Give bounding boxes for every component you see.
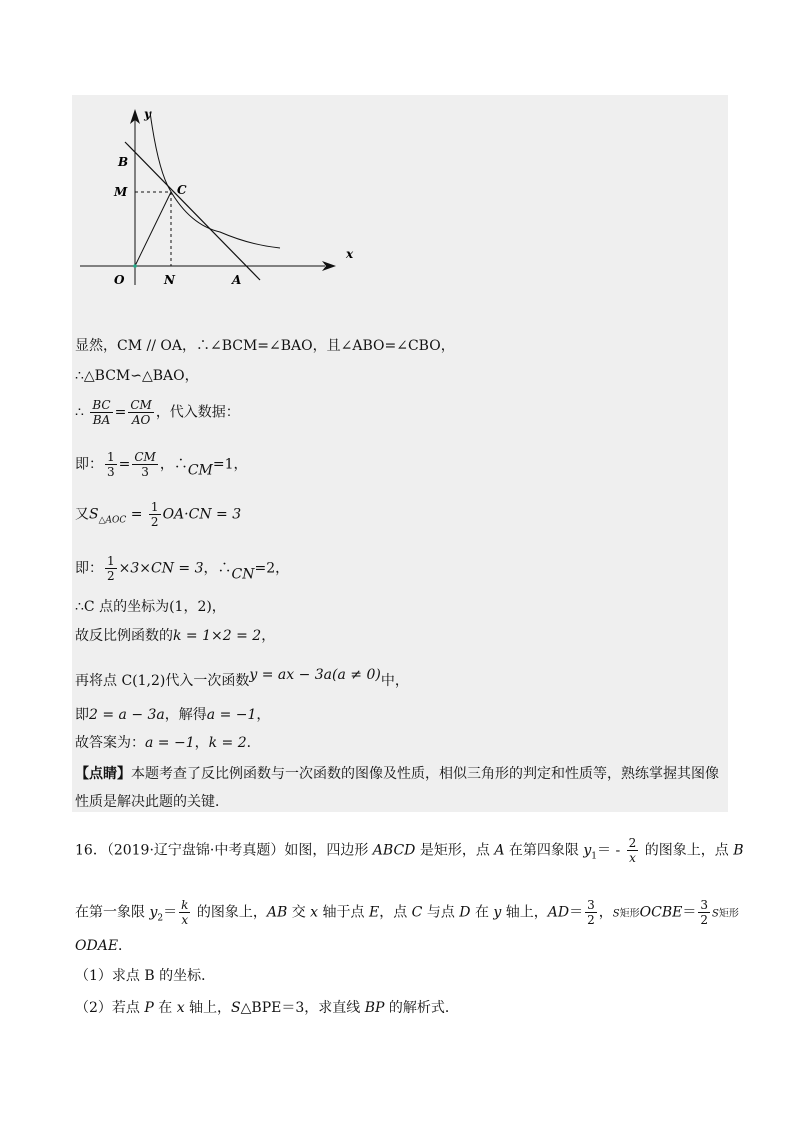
solution-line-10: 即2 = a − 3a，解得a = −1， xyxy=(75,707,271,723)
segment-oc xyxy=(135,192,171,266)
solution-line-4: 即： $\frac{1}{3}$ = $\frac{CM}{3}$ ，∴CM=1， xyxy=(75,450,248,479)
hyperbola-curve xyxy=(150,112,280,248)
fraction-bc-ba: $\frac{BC}{BA}$ xyxy=(92,398,111,427)
fraction-cm-ao: $\frac{CM}{AO}$ xyxy=(130,398,152,427)
question-16-line-2: 在第一象限 $y_2=$ $\frac{k}{x}$ 的图象上，AB 交 x 轴于点 E，点 C 与点 D 在 y 轴上，AD＝ $\frac{3}{2}$ ，S矩形OCBE＝ $\frac{3}{2}$ S矩形 xyxy=(75,898,739,927)
question-16-part-1: （1）求点 B 的坐标． xyxy=(75,968,216,984)
note-line-2: 性质是解决此题的关键． xyxy=(75,794,229,810)
origin-point xyxy=(133,264,137,268)
fraction-k-x: $\frac{k}{x}$ xyxy=(181,898,189,927)
fraction-2-x: $\frac{2}{x}$ xyxy=(628,836,637,865)
solution-line-11: 故答案为：a = −1，k = 2． xyxy=(75,735,261,751)
function-graph-figure xyxy=(80,100,380,300)
question-16-line-3: ODAE． xyxy=(75,938,133,954)
label-o: O xyxy=(114,273,125,287)
fraction-cm-3: $\frac{CM}{3}$ xyxy=(134,450,156,479)
solution-line-2: ∴△BCM∽△BAO， xyxy=(75,368,199,384)
label-a: A xyxy=(232,273,242,287)
solution-line-1: 显然，CM // OA，∴∠BCM=∠BAO，且∠ABO=∠CBO， xyxy=(75,338,455,354)
label-y: y xyxy=(144,107,151,121)
label-m: M xyxy=(114,185,128,199)
solution-line-9: 再将点 C(1,2)代入一次函数y = ax − 3a(a ≠ 0)中， xyxy=(75,667,409,689)
solution-line-5: 又$S_{\triangle AOC}$ = $\frac{1}{2}$ OA·CN = 3 xyxy=(75,500,242,529)
question-16-part-2: （2）若点 P 在 x 轴上，S△BPE＝3，求直线 BP 的解析式． xyxy=(75,1000,459,1016)
solution-line-3: ∴ $\frac{BC}{BA}$ = $\frac{CM}{AO}$ ，代入数据： xyxy=(75,398,240,427)
fraction-3-2-b: $\frac{3}{2}$ xyxy=(700,898,708,927)
fraction-1-3: $\frac{1}{3}$ xyxy=(107,450,115,479)
line-bca xyxy=(125,142,260,280)
solution-line-7: ∴C 点的坐标为(1，2)， xyxy=(75,599,226,615)
label-b: B xyxy=(118,155,129,169)
label-x: x xyxy=(346,247,354,261)
question-16-line-1: 16．（2019·辽宁盘锦·中考真题）如图，四边形 ABCD 是矩形，点 A 在第四象限 $y_1=$ - $\frac{2}{x}$ 的图象上，点 B xyxy=(75,836,744,865)
note-tag: 【点睛】 xyxy=(75,766,131,782)
fraction-3-2: $\frac{3}{2}$ xyxy=(587,898,595,927)
solution-line-8: 故反比例函数的k = 1×2 = 2， xyxy=(75,628,276,644)
note-line-1: 【点睛】本题考查了反比例函数与一次函数的图像及性质，相似三角形的判定和性质等，熟练掌握其图像 xyxy=(75,766,719,782)
label-c: C xyxy=(177,183,187,197)
fraction-1-2: $\frac{1}{2}$ xyxy=(150,500,159,529)
fraction-1-2-b: $\frac{1}{2}$ xyxy=(107,554,115,583)
label-n: N xyxy=(164,273,175,287)
solution-line-6: 即： $\frac{1}{2}$ ×3×CN = 3，∴CN=2， xyxy=(75,554,290,583)
